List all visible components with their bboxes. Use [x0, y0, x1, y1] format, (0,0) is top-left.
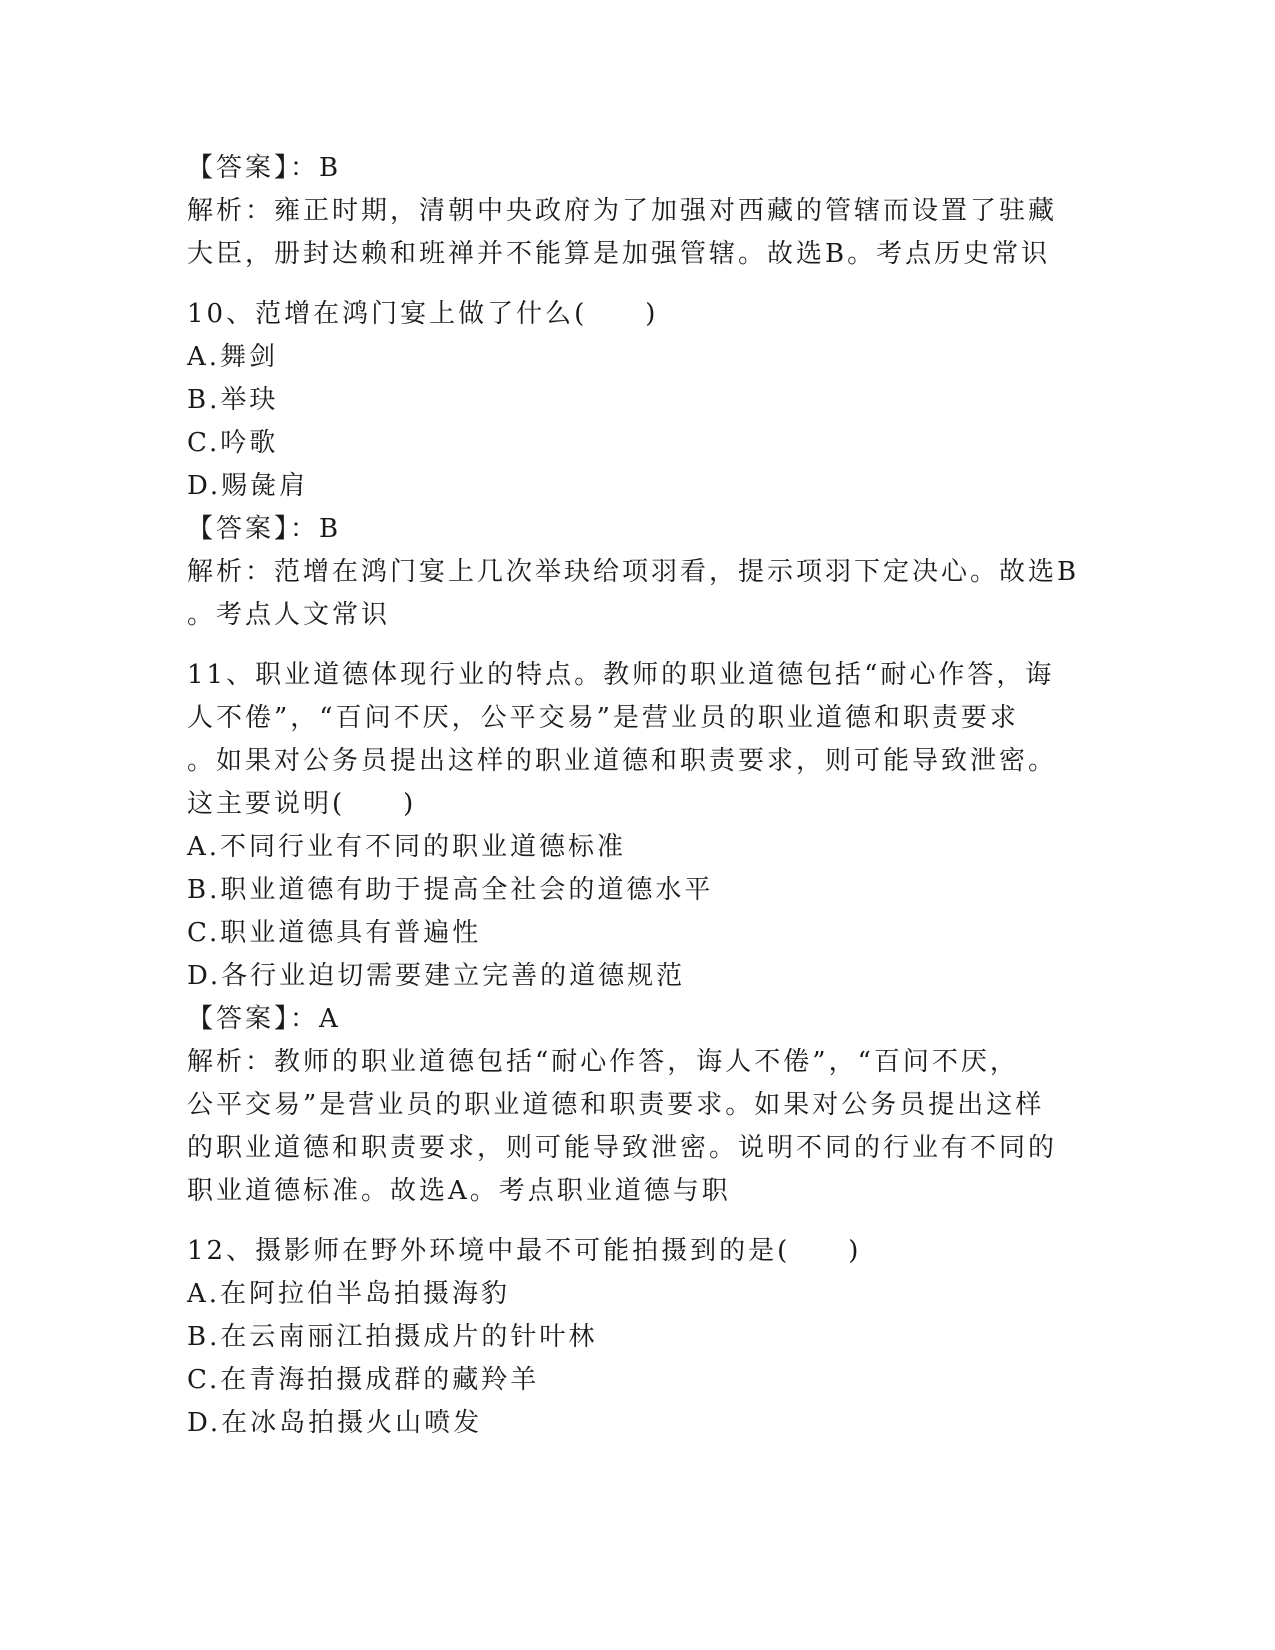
question-stem: 人不倦”，“百问不厌，公平交易”是营业员的职业道德和职责要求: [187, 703, 1019, 733]
option-d: D.各行业迫切需要建立完善的道德规范: [187, 961, 686, 991]
explanation-line: 解析：雍正时期，清朝中央政府为了加强对西藏的管辖而设置了驻藏: [187, 196, 1058, 226]
block-spacer: [187, 1213, 1087, 1230]
option-b: B.举玦: [187, 385, 279, 415]
question-stem: 。如果对公务员提出这样的职业道德和职责要求，则可能导致泄密。: [187, 746, 1058, 776]
option-c: C.职业道德具有普遍性: [187, 918, 482, 948]
answer-label: 【答案】：A: [187, 1004, 341, 1034]
question-stem: 11、职业道德体现行业的特点。教师的职业道德包括“耐心作答，诲: [187, 660, 1055, 690]
explanation-line: 大臣，册封达赖和班禅并不能算是加强管辖。故选B。考点历史常识: [187, 239, 1051, 269]
explanation-line: 。考点人文常识: [187, 600, 391, 630]
question-stem: 10、范增在鸿门宴上做了什么( ): [187, 299, 659, 329]
explanation-line: 解析：范增在鸿门宴上几次举玦给项羽看，提示项羽下定决心。故选B: [187, 557, 1080, 587]
explanation-line: 解析：教师的职业道德包括“耐心作答，诲人不倦”，“百问不厌，: [187, 1047, 1019, 1077]
explanation-line: 公平交易”是营业员的职业道德和职责要求。如果对公务员提出这样: [187, 1090, 1045, 1120]
question-stem: 这主要说明( ): [187, 789, 417, 819]
answer-label: 【答案】：B: [187, 514, 342, 544]
option-b: B.在云南丽江拍摄成片的针叶林: [187, 1322, 598, 1352]
question-12: [187, 1230, 1087, 1445]
answer-label: 【答案】：B: [187, 153, 342, 183]
block-spacer: [187, 637, 1087, 654]
option-c: C.在青海拍摄成群的藏羚羊: [187, 1365, 540, 1395]
option-b: B.职业道德有助于提高全社会的道德水平: [187, 875, 714, 905]
explanation-line: 的职业道德和职责要求，则可能导致泄密。说明不同的行业有不同的: [187, 1133, 1058, 1163]
question-11: [187, 654, 1087, 1213]
answer-block-9: [187, 147, 1087, 276]
explanation-line: 职业道德标准。故选A。考点职业道德与职: [187, 1176, 731, 1206]
document-content: [187, 147, 1087, 1445]
question-10: [187, 293, 1087, 637]
question-stem: 12、摄影师在野外环境中最不可能拍摄到的是( ): [187, 1236, 862, 1266]
block-spacer: [187, 276, 1087, 293]
option-a: A.在阿拉伯半岛拍摄海豹: [187, 1279, 511, 1309]
option-c: C.吟歌: [187, 428, 279, 458]
option-a: A.舞剑: [187, 342, 279, 372]
option-d: D.赐彘肩: [187, 471, 309, 501]
option-a: A.不同行业有不同的职业道德标准: [187, 832, 627, 862]
option-d: D.在冰岛拍摄火山喷发: [187, 1408, 483, 1438]
